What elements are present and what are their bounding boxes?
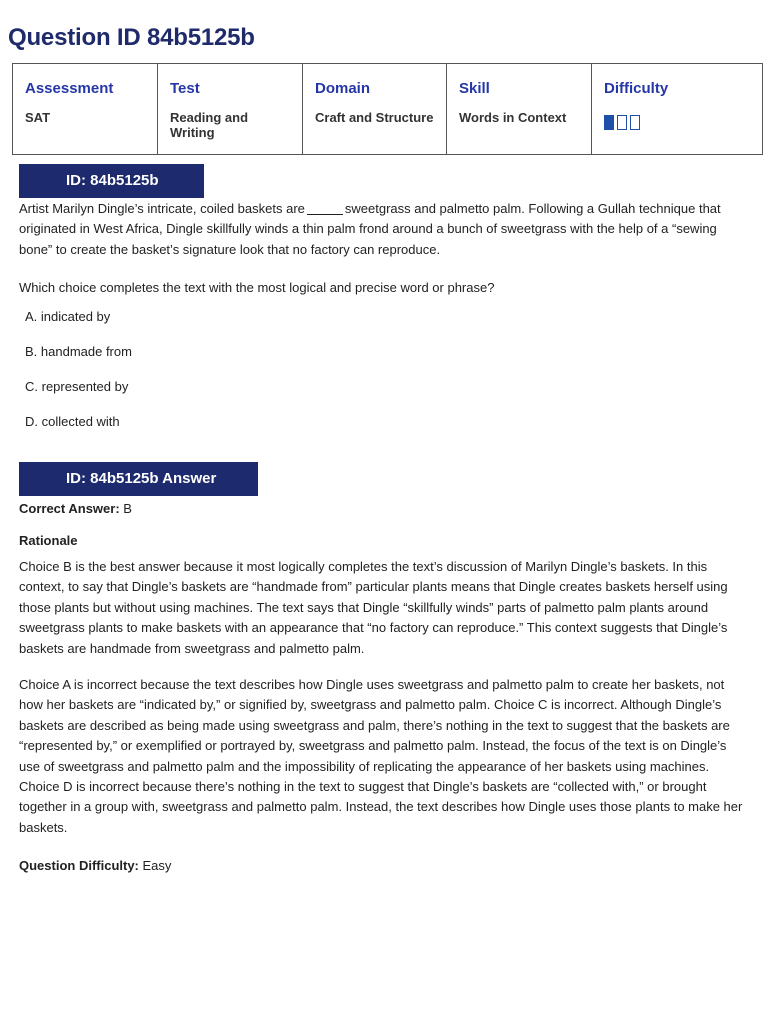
passage-text-before: Artist Marilyn Dingle’s intricate, coiled baskets are [19, 201, 305, 216]
correct-answer-label: Correct Answer: [19, 501, 120, 516]
meta-header-skill: Skill [447, 64, 592, 109]
choice-c: C. represented by [25, 379, 129, 394]
correct-answer-line [19, 499, 744, 519]
meta-value-test: Reading and Writing [158, 108, 303, 155]
meta-header-domain: Domain [303, 64, 447, 109]
meta-header-test: Test [158, 64, 303, 109]
meta-header-difficulty: Difficulty [592, 64, 763, 109]
difficulty-box-empty [617, 115, 627, 130]
meta-value-domain: Craft and Structure [303, 108, 447, 155]
passage-text-after: sweetgrass and palmetto palm. Following a Gullah technique that originated in West Africa, Dingle skillfully winds a thin palm frond around a bunch of sweetgrass with the help of a “sewing bone” to create the basket’s signature look that no factory can reproduce. [19, 201, 721, 257]
question-id-banner: ID: 84b5125b [19, 164, 204, 198]
meta-header-assessment: Assessment [13, 64, 158, 109]
correct-answer-value: B [123, 501, 132, 516]
question-difficulty-line [19, 856, 744, 876]
question-meta-table [12, 63, 763, 155]
question-difficulty-value: Easy [142, 858, 172, 873]
rationale-paragraph-2: Choice A is incorrect because the text describes how Dingle uses sweetgrass and palmetto palm to create her baskets, not how her baskets are “indicated by,” or signified by, sweetgrass and palmetto palm. Choice C is incorrect. Although Dingle’s baskets are described as being made using sweetgrass and palm, there’s nothing in the text to suggest that the baskets are “represented by,” or exemplified or portrayed by, sweetgrass and palmetto palm. Instead, the focus of the text is on Dingle’s use of sweetgrass and palmetto palm and the impossibility of replicating the appearance of her baskets using machines. Choice D is incorrect because there’s nothing in the text to suggest that Dingle’s baskets are “collected with,” or brought together in a group with, sweetgrass and palmetto palm. Instead, the text describes how Dingle uses those plants to make her baskets. [19, 677, 743, 835]
question-passage [19, 199, 744, 260]
page-title: Question ID 84b5125b [8, 24, 255, 51]
difficulty-box-filled [604, 115, 614, 130]
rationale-paragraph-1: Choice B is the best answer because it most logically completes the text’s discussion of Marilyn Dingle’s baskets. In this context, to say that Dingle’s baskets are “handmade from” particular plants means that Dingle creates baskets herself using those plants but without using machines. The text says that Dingle “skillfully winds” parts of palmetto palm plants around sweetgrass plants to make baskets with an appearance that “no factory can reproduce.” This context suggests that Dingle’s baskets are handmade from sweetgrass and palmetto palm. [19, 559, 728, 656]
answer-id-banner: ID: 84b5125b Answer [19, 462, 258, 496]
meta-value-difficulty [592, 108, 763, 155]
meta-header-row [13, 64, 763, 109]
rationale-heading: Rationale [19, 533, 78, 548]
choice-a: A. indicated by [25, 309, 111, 324]
difficulty-box-empty [630, 115, 640, 130]
meta-value-assessment: SAT [13, 108, 158, 155]
choice-b: B. handmade from [25, 344, 132, 359]
meta-value-skill: Words in Context [447, 108, 592, 155]
question-difficulty-label: Question Difficulty: [19, 858, 139, 873]
choice-d: D. collected with [25, 414, 120, 429]
meta-value-row [13, 108, 763, 155]
answer-blank [307, 213, 343, 215]
question-prompt: Which choice completes the text with the most logical and precise word or phrase? [19, 280, 495, 295]
difficulty-indicator [604, 115, 750, 130]
